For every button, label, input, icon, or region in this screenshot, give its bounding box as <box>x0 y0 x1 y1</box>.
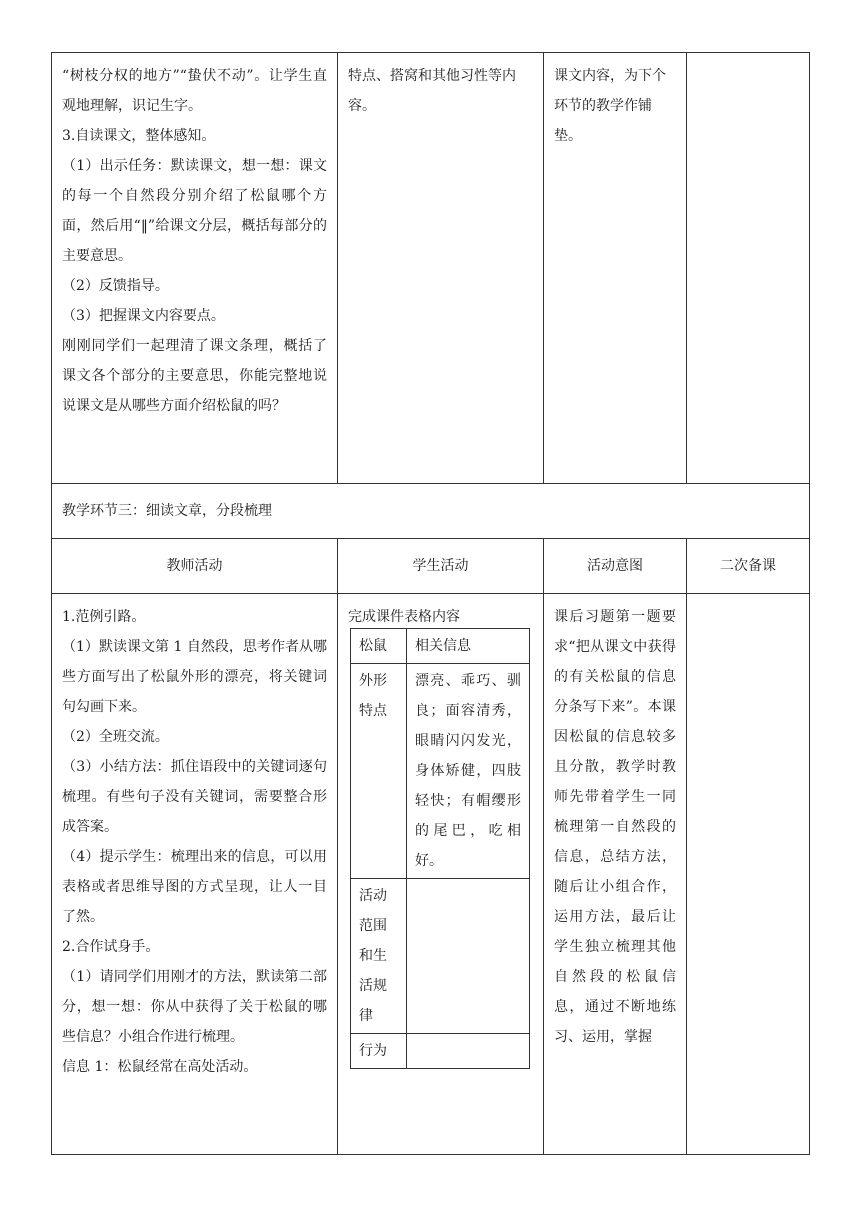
second-prep-cell <box>687 53 810 484</box>
teacher-line: “树枝分权的地方”“蛰伏不动”。让学生直观地理解，识记生字。 <box>62 68 327 114</box>
teacher-line: 信息 1：松鼠经常在高处活动。 <box>62 1059 258 1075</box>
inner-row-value <box>407 879 530 1034</box>
teacher-line: （3）小结方法：抓住语段中的关键词逐句梳理。有些句子没有关键词，需要整合形成答案。 <box>62 759 327 835</box>
squirrel-info-table <box>350 628 530 1069</box>
intent-cell <box>544 53 687 484</box>
lesson-plan-table <box>51 52 810 1155</box>
teacher-line: 刚刚同学们一起理清了课文条理，概括了课文各个部分的主要意思，你能完整地说说课文是从哪些方面介绍松鼠的吗？ <box>62 338 327 414</box>
student-activity-cell <box>338 594 544 1155</box>
header-row <box>52 539 810 594</box>
main-row <box>52 594 810 1155</box>
second-prep-cell <box>687 594 810 1155</box>
inner-row <box>351 664 530 879</box>
inner-row-value <box>407 1034 530 1069</box>
header-second: 二次备课 <box>687 539 810 594</box>
header-teacher: 教师活动 <box>52 539 338 594</box>
teacher-activity-cell <box>52 594 338 1155</box>
student-activity-cell <box>338 53 544 484</box>
student-text: 特点、搭窝和其他习性等内容。 <box>348 68 516 114</box>
inner-header-cell: 松鼠 <box>351 629 407 664</box>
teacher-line: （1）默读课文第 1 自然段，思考作者从哪些方面写出了松鼠外形的漂亮，将关键词句勾画下来。 <box>62 639 327 715</box>
teacher-line: （1）出示任务：默读课文，想一想：课文的每一个自然段分别介绍了松鼠哪个方面，然后用“‖”给课文分层，概括每部分的主要意思。 <box>62 158 327 264</box>
teacher-line: （4）提示学生：梳理出来的信息，可以用表格或者思维导图的方式呈现，让人一目了然。 <box>62 849 327 925</box>
teacher-line: 1.范例引路。 <box>62 609 146 625</box>
teacher-line: 2.合作试身手。 <box>62 939 160 955</box>
intent-text: 课文内容，为下个环节的教学作铺垫。 <box>554 68 666 144</box>
inner-header-row <box>351 629 530 664</box>
inner-row-label: 外形特点 <box>351 664 407 879</box>
intent-text: 课后习题第一题要求“把从课文中获得的有关松鼠的信息分条写下来”。本课因松鼠的信息较多且分散，教学时教师先带着学生一同梳理第一自然段的信息，总结方法，随后让小组合作，运用方法，最后让学生独立梳理其他自然段的松鼠信息，通过不断地练习、运用，掌握 <box>554 609 676 1045</box>
teacher-activity-cell <box>52 53 338 484</box>
inner-row-label: 行为 <box>351 1034 407 1069</box>
inner-row-label: 活动范围和生活规律 <box>351 879 407 1034</box>
continued-row <box>52 53 810 484</box>
teacher-line: （2）全班交流。 <box>62 729 169 745</box>
student-task-title: 完成课件表格内容 <box>348 609 460 625</box>
header-student: 学生活动 <box>338 539 544 594</box>
inner-row <box>351 1034 530 1069</box>
section-row <box>52 484 810 539</box>
teacher-line: （1）请同学们用刚才的方法，默读第二部分，想一想：你从中获得了关于松鼠的哪些信息？小组合作进行梳理。 <box>62 969 327 1045</box>
teacher-line: （3）把握课文内容要点。 <box>62 308 225 324</box>
header-intent: 活动意图 <box>544 539 687 594</box>
teacher-line: （2）反馈指导。 <box>62 278 169 294</box>
inner-row-value: 漂亮、乖巧、驯良；面容清秀，眼睛闪闪发光，身体矫健，四肢轻快；有帽缨形的尾巴，吃相好。 <box>407 664 530 879</box>
inner-header-cell: 相关信息 <box>407 629 530 664</box>
intent-cell <box>544 594 687 1155</box>
teacher-line: 3.自读课文，整体感知。 <box>62 128 216 144</box>
inner-row <box>351 879 530 1034</box>
section-title: 教学环节三：细读文章，分段梳理 <box>52 484 810 539</box>
